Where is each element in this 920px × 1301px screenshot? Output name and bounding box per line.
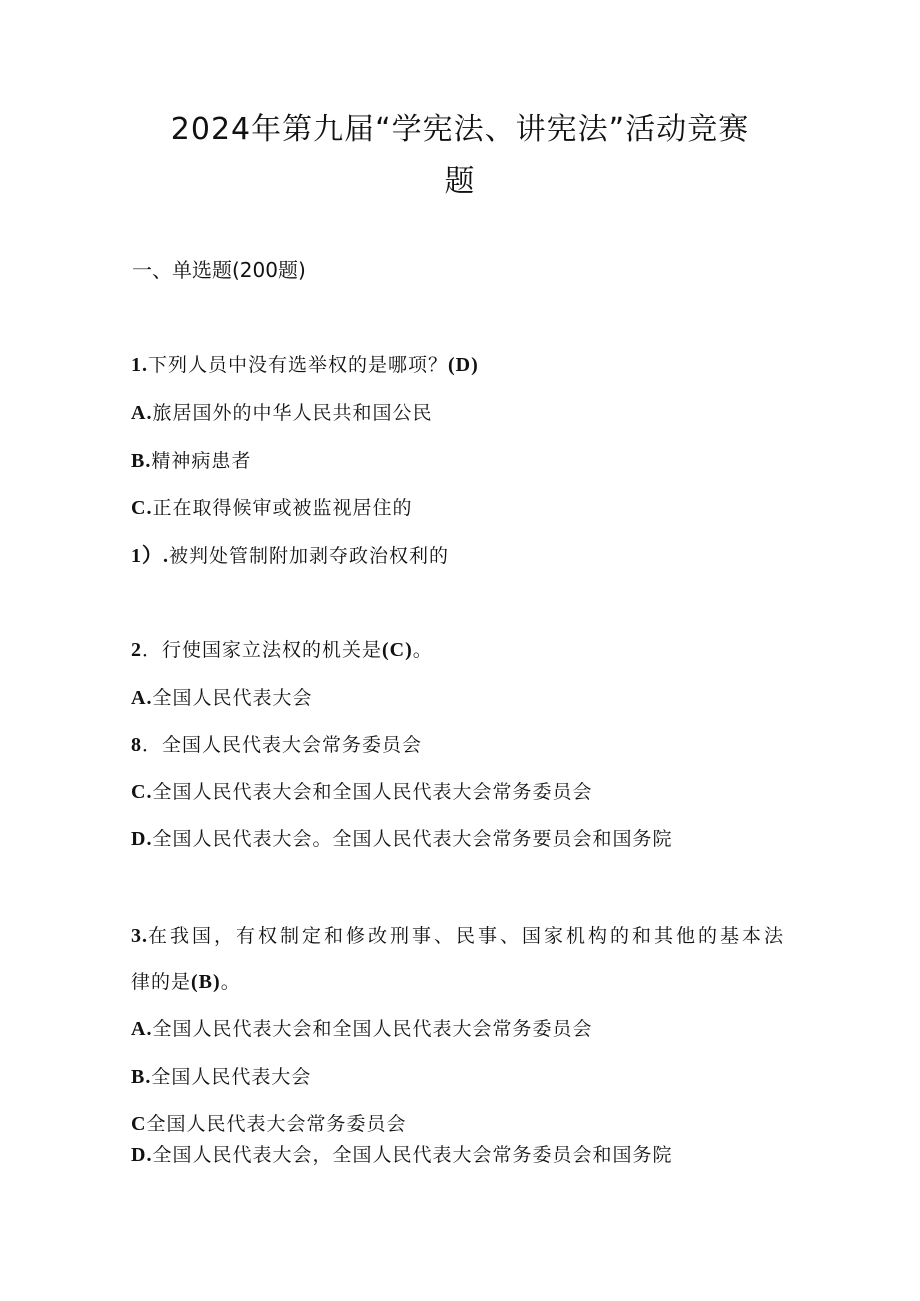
section-heading: 一、单选题(200题)	[132, 258, 306, 282]
option-text: 被判处管制附加剥夺政治权利的	[169, 545, 450, 567]
question-2-option-c	[131, 778, 592, 806]
question-text: 律的是	[131, 971, 192, 993]
document-title-line-1: 2024年第九届“学宪法、讲宪法”活动竞赛	[170, 112, 750, 147]
option-text: ．全国人民代表大会常务委员会	[142, 734, 423, 756]
question-2-stem	[131, 636, 433, 664]
question-answer: (C)	[382, 639, 413, 661]
option-text: 精神病患者	[151, 450, 252, 472]
question-number: 1.	[131, 354, 148, 376]
option-text: 全国人民代表大会	[151, 1066, 312, 1088]
option-text: 全国人民代表大会	[152, 687, 313, 709]
option-marker: C.	[131, 497, 153, 519]
option-marker: C	[131, 1113, 147, 1135]
question-3-stem-line-2	[131, 968, 241, 996]
question-1-option-d	[131, 542, 449, 570]
question-text: ．行使国家立法权的机关是	[142, 639, 383, 661]
question-1-option-b	[131, 447, 251, 475]
option-marker: 8	[131, 734, 142, 756]
question-text: 下列人员中没有选举权的是哪项？	[148, 354, 449, 376]
question-2-option-b	[131, 731, 422, 759]
question-2-option-d	[131, 825, 672, 853]
option-text: 旅居国外的中华人民共和国公民	[152, 402, 433, 424]
question-answer: (D)	[448, 354, 479, 376]
question-2-option-a	[131, 684, 312, 712]
option-text: 全国人民代表大会和全国人民代表大会常务委员会	[152, 781, 593, 803]
option-marker: C.	[131, 781, 153, 803]
option-marker: D.	[131, 828, 153, 850]
option-text: 全国人民代表大会和全国人民代表大会常务委员会	[152, 1018, 593, 1040]
question-3-option-a	[131, 1015, 592, 1043]
document-title-line-2: 题	[444, 164, 476, 199]
question-end: 。	[412, 639, 433, 661]
option-text: 正在取得候审或被监视居住的	[152, 497, 413, 519]
question-3-option-d	[131, 1141, 672, 1169]
option-marker: B.	[131, 1066, 152, 1088]
question-3-option-c	[131, 1110, 406, 1138]
option-text: 全国人民代表大会，全国人民代表大会常务委员会和国务院	[152, 1144, 673, 1166]
question-1-stem	[131, 351, 479, 379]
question-end: 。	[220, 971, 241, 993]
option-marker: 1）.	[131, 545, 169, 567]
question-1-option-a	[131, 399, 432, 427]
question-3-option-b	[131, 1063, 311, 1091]
option-text: 全国人民代表大会。全国人民代表大会常务要员会和国务院	[152, 828, 673, 850]
question-number: 3.	[131, 925, 148, 947]
question-text: 在我国，有权制定和修改刑事、民事、国家机构的和其他的基本法	[148, 925, 787, 947]
question-answer: (B)	[191, 971, 221, 993]
question-3-stem-line-1	[131, 922, 786, 950]
option-marker: A.	[131, 402, 153, 424]
option-marker: D.	[131, 1144, 153, 1166]
option-marker: A.	[131, 1018, 153, 1040]
option-marker: A.	[131, 687, 153, 709]
option-text: 全国人民代表大会常务委员会	[146, 1113, 407, 1135]
option-marker: B.	[131, 450, 152, 472]
question-1-option-c	[131, 494, 412, 522]
question-number: 2	[131, 639, 142, 661]
